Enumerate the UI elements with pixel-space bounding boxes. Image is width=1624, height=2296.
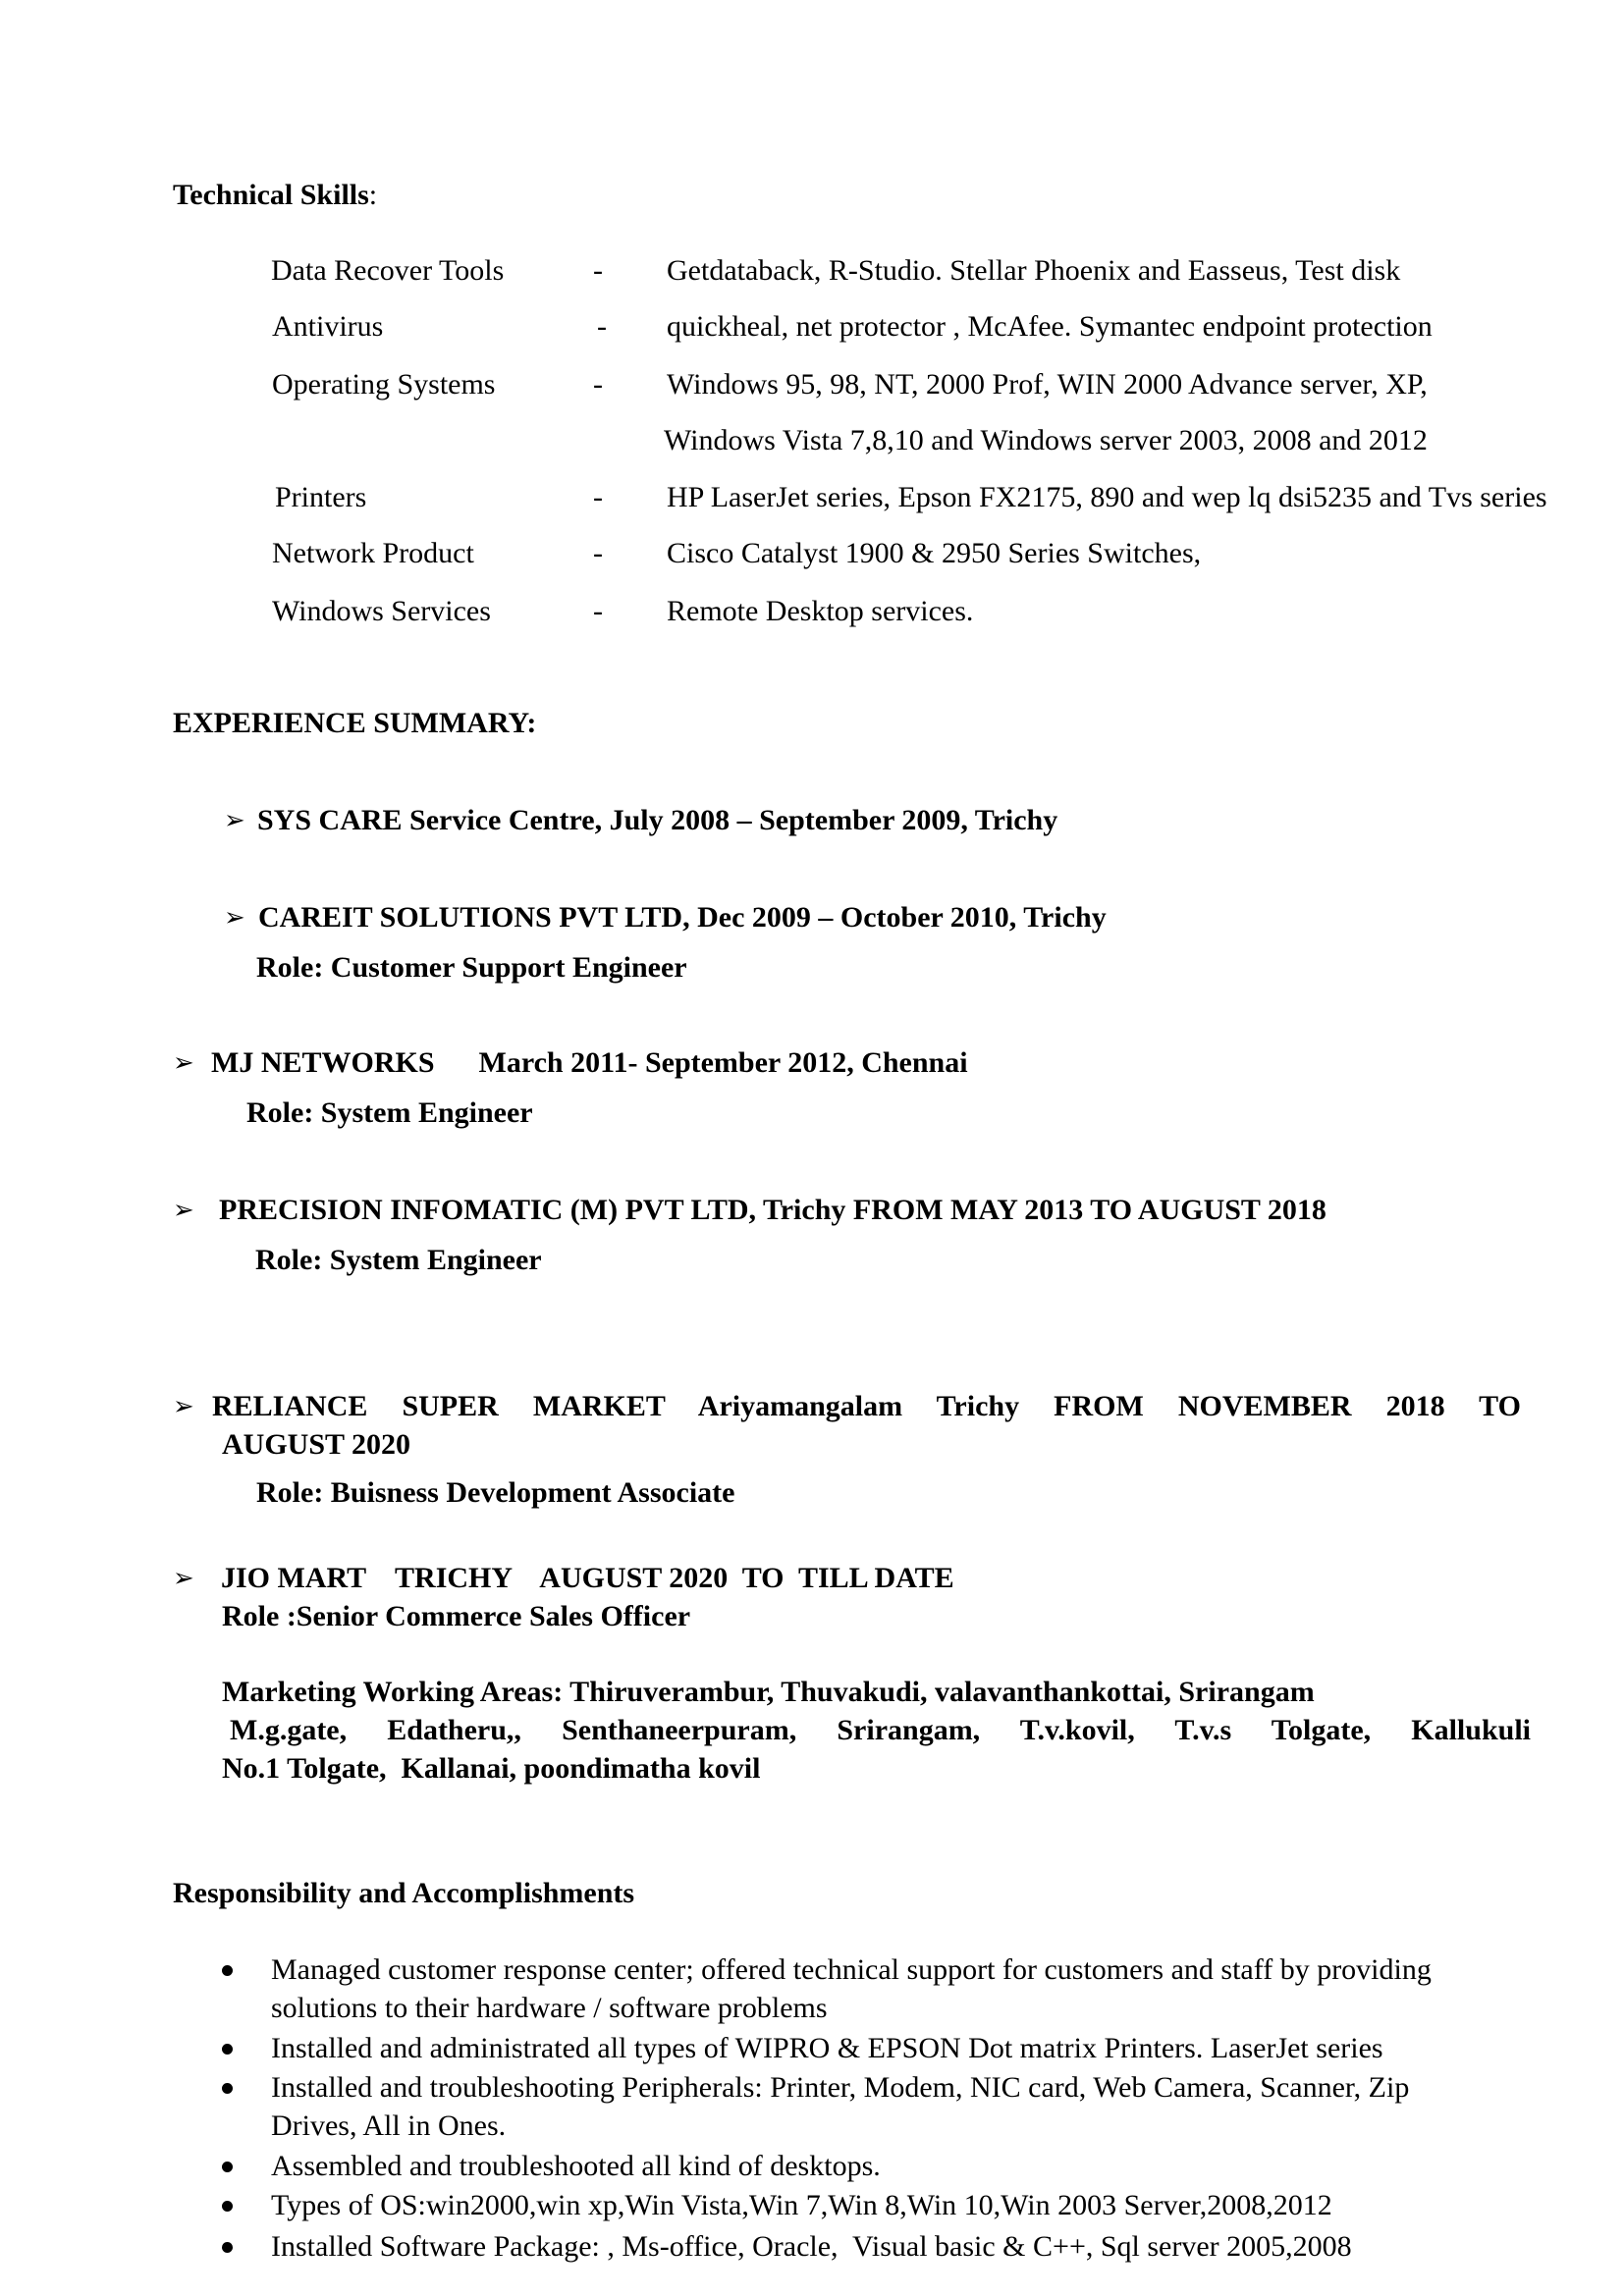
bullet-dot-icon [222,2044,233,2055]
arrow-bullet-icon: ➢ [224,806,245,834]
bullet-dot-icon [222,2201,233,2212]
skill-dash: - [593,537,603,569]
experience-title: SYS CARE Service Centre, July 2008 – September 2009, Trichy [257,804,1058,836]
bullet-dot-icon [222,2083,233,2094]
skill-value: HP LaserJet series, Epson FX2175, 890 and wep lq dsi5235 and Tvs series [667,481,1547,513]
skill-label: Antivirus [272,310,384,343]
experience-title-continued: AUGUST 2020 [222,1428,410,1461]
list-item-text: Installed and troubleshooting Peripherals: Printer, Modem, NIC card, Web Camera, Scanner, Zip [271,2071,1410,2104]
skill-value: quickheal, net protector , McAfee. Symantec endpoint protection [667,310,1433,343]
arrow-bullet-icon: ➢ [173,1392,194,1420]
skill-value-continued: Windows Vista 7,8,10 and Windows server 2003, 2008 and 2012 [664,424,1428,456]
responsibilities-heading: Responsibility and Accomplishments [173,1877,635,1909]
experience-title: MJ NETWORKS March 2011- September 2012, Chennai [211,1046,968,1079]
experience-role: Role: Customer Support Engineer [256,951,687,984]
list-item-text: Assembled and troubleshooted all kind of desktops. [271,2150,881,2182]
marketing-areas-line: Marketing Working Areas: Thiruverambur, Thuvakudi, valavanthankottai, Srirangam [222,1676,1315,1708]
experience-role: Role: Buisness Development Associate [256,1476,735,1509]
list-item-text: Managed customer response center; offered technical support for customers and staff by providing [271,1953,1432,1986]
arrow-bullet-icon: ➢ [173,1196,194,1224]
heading-text: Technical Skills [173,179,369,211]
experience-title: JIO MART TRICHY AUGUST 2020 TO TILL DATE [221,1562,954,1594]
experience-title: RELIANCE SUPER MARKET Ariyamangalam Trichy FROM NOVEMBER 2018 TO [212,1390,1521,1422]
heading-colon: : [368,179,378,211]
skill-value: Remote Desktop services. [667,595,974,627]
marketing-areas-line: No.1 Tolgate, Kallanai, poondimatha kovil [222,1752,761,1785]
skill-label: Operating Systems [272,368,496,400]
skill-label: Data Recover Tools [271,254,505,287]
skill-label: Network Product [272,537,474,569]
bullet-dot-icon [222,2162,233,2172]
skill-value: Windows 95, 98, NT, 2000 Prof, WIN 2000 Advance server, XP, [667,368,1428,400]
skill-dash: - [593,254,603,287]
experience-role: Role: System Engineer [246,1096,533,1129]
technical-skills-heading [173,177,377,214]
experience-role: Role :Senior Commerce Sales Officer [222,1600,691,1632]
list-item-text-continued: Drives, All in Ones. [271,2109,507,2142]
skill-dash: - [593,595,603,627]
experience-summary-heading: EXPERIENCE SUMMARY: [173,707,537,739]
experience-title: PRECISION INFOMATIC (M) PVT LTD, Trichy FROM MAY 2013 TO AUGUST 2018 [219,1194,1326,1226]
skill-label: Windows Services [272,595,491,627]
skill-dash: - [593,368,603,400]
skill-dash: - [593,481,603,513]
marketing-areas-line: M.g.gate, Edatheru,, Senthaneerpuram, Srirangam, T.v.kovil, T.v.s Tolgate, Kallukuli [230,1714,1531,1746]
list-item-text-continued: solutions to their hardware / software problems [271,1992,828,2024]
arrow-bullet-icon: ➢ [173,1564,194,1592]
experience-title: CAREIT SOLUTIONS PVT LTD, Dec 2009 – October 2010, Trichy [258,901,1107,934]
skill-label: Printers [275,481,367,513]
bullet-dot-icon [222,1965,233,1976]
bullet-dot-icon [222,2242,233,2253]
skill-value: Cisco Catalyst 1900 & 2950 Series Switches, [667,537,1202,569]
list-item-text: Types of OS:win2000,win xp,Win Vista,Win 7,Win 8,Win 10,Win 2003 Server,2008,2012 [271,2189,1332,2221]
arrow-bullet-icon: ➢ [173,1048,194,1077]
experience-role: Role: System Engineer [255,1244,542,1276]
list-item-text: Installed Software Package: , Ms-office, Oracle, Visual basic & C++, Sql server 2005,2008 [271,2230,1352,2263]
skill-dash: - [597,310,607,343]
skill-value: Getdataback, R-Studio. Stellar Phoenix and Easseus, Test disk [667,254,1401,287]
arrow-bullet-icon: ➢ [224,903,245,932]
list-item-text: Installed and administrated all types of WIPRO & EPSON Dot matrix Printers. LaserJet series [271,2032,1383,2064]
